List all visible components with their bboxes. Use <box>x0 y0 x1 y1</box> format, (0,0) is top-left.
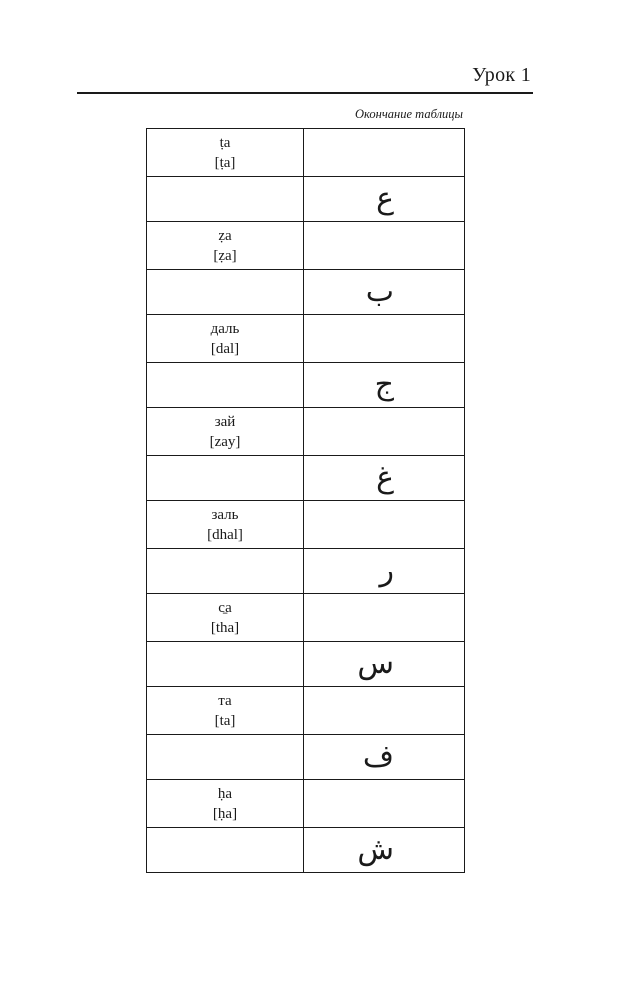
letter-name-cell <box>147 780 304 828</box>
arabic-letter-cell: ب <box>304 270 465 315</box>
letter-name-cell <box>147 315 304 363</box>
arabic-letter-cell: غ <box>304 456 465 501</box>
arabic-letter-cell: ع <box>304 177 465 222</box>
table-row <box>147 456 465 501</box>
table-caption: Окончание таблицы <box>354 107 463 121</box>
table-row <box>147 315 465 363</box>
table-row <box>147 363 465 408</box>
letter-name-cell <box>147 687 304 735</box>
table-row <box>147 828 465 873</box>
table-row <box>147 270 465 315</box>
table-row <box>147 222 465 270</box>
arabic-letter-cell <box>304 594 465 642</box>
arabic-letter-cell <box>304 408 465 456</box>
table-row <box>147 687 465 735</box>
letter-name-cell <box>147 828 304 873</box>
letter-name: ẓa <box>218 227 232 244</box>
letter-name-cell <box>147 363 304 408</box>
letter-name: заль <box>211 506 239 523</box>
letter-translit: [tha] <box>210 619 240 636</box>
letter-name: зай <box>214 413 236 430</box>
letter-name: та <box>218 692 232 709</box>
letter-name: ṭa <box>219 134 231 151</box>
table-row <box>147 501 465 549</box>
arabic-letter-cell <box>304 222 465 270</box>
letter-name-cell <box>147 222 304 270</box>
arabic-letter-cell: س <box>304 642 465 687</box>
letter-name-cell <box>147 549 304 594</box>
letter-name-cell <box>147 642 304 687</box>
letter-translit: [ḥa] <box>212 805 238 822</box>
letter-translit: [dal] <box>210 340 240 357</box>
letter-name-cell <box>147 456 304 501</box>
letter-name: даль <box>210 320 240 337</box>
arabic-letter-cell: ر <box>304 549 465 594</box>
letter-name: ḥa <box>217 785 233 802</box>
letter-translit: [ta] <box>214 712 236 729</box>
arabic-letter-cell <box>304 315 465 363</box>
arabic-letter-cell <box>304 780 465 828</box>
table-row <box>147 177 465 222</box>
table-row <box>147 780 465 828</box>
table-row <box>147 129 465 177</box>
arabic-letter-cell <box>304 129 465 177</box>
letter-name-cell <box>147 594 304 642</box>
letters-table <box>146 128 465 873</box>
letter-translit: [ṭa] <box>214 154 236 171</box>
letter-name-cell <box>147 177 304 222</box>
letter-translit: [zay] <box>209 433 241 450</box>
table-row <box>147 549 465 594</box>
arabic-letter-cell: ج <box>304 363 465 408</box>
letter-name-cell <box>147 501 304 549</box>
arabic-letter-cell: ف <box>304 735 465 780</box>
table-row <box>147 594 465 642</box>
letter-name: с̱а <box>218 599 232 616</box>
letter-name-cell <box>147 735 304 780</box>
arabic-letter-cell <box>304 687 465 735</box>
table-row <box>147 735 465 780</box>
letter-name-cell <box>147 270 304 315</box>
table-row <box>147 642 465 687</box>
table-row <box>147 408 465 456</box>
header-rule <box>77 92 533 94</box>
letter-translit: [ẓa] <box>213 247 237 264</box>
letter-name-cell <box>147 408 304 456</box>
arabic-letter-cell <box>304 501 465 549</box>
letter-name-cell <box>147 129 304 177</box>
arabic-letter-cell: ش <box>304 828 465 873</box>
letter-translit: [dhal] <box>207 526 243 543</box>
running-head-lesson: Урок 1 <box>472 64 531 86</box>
